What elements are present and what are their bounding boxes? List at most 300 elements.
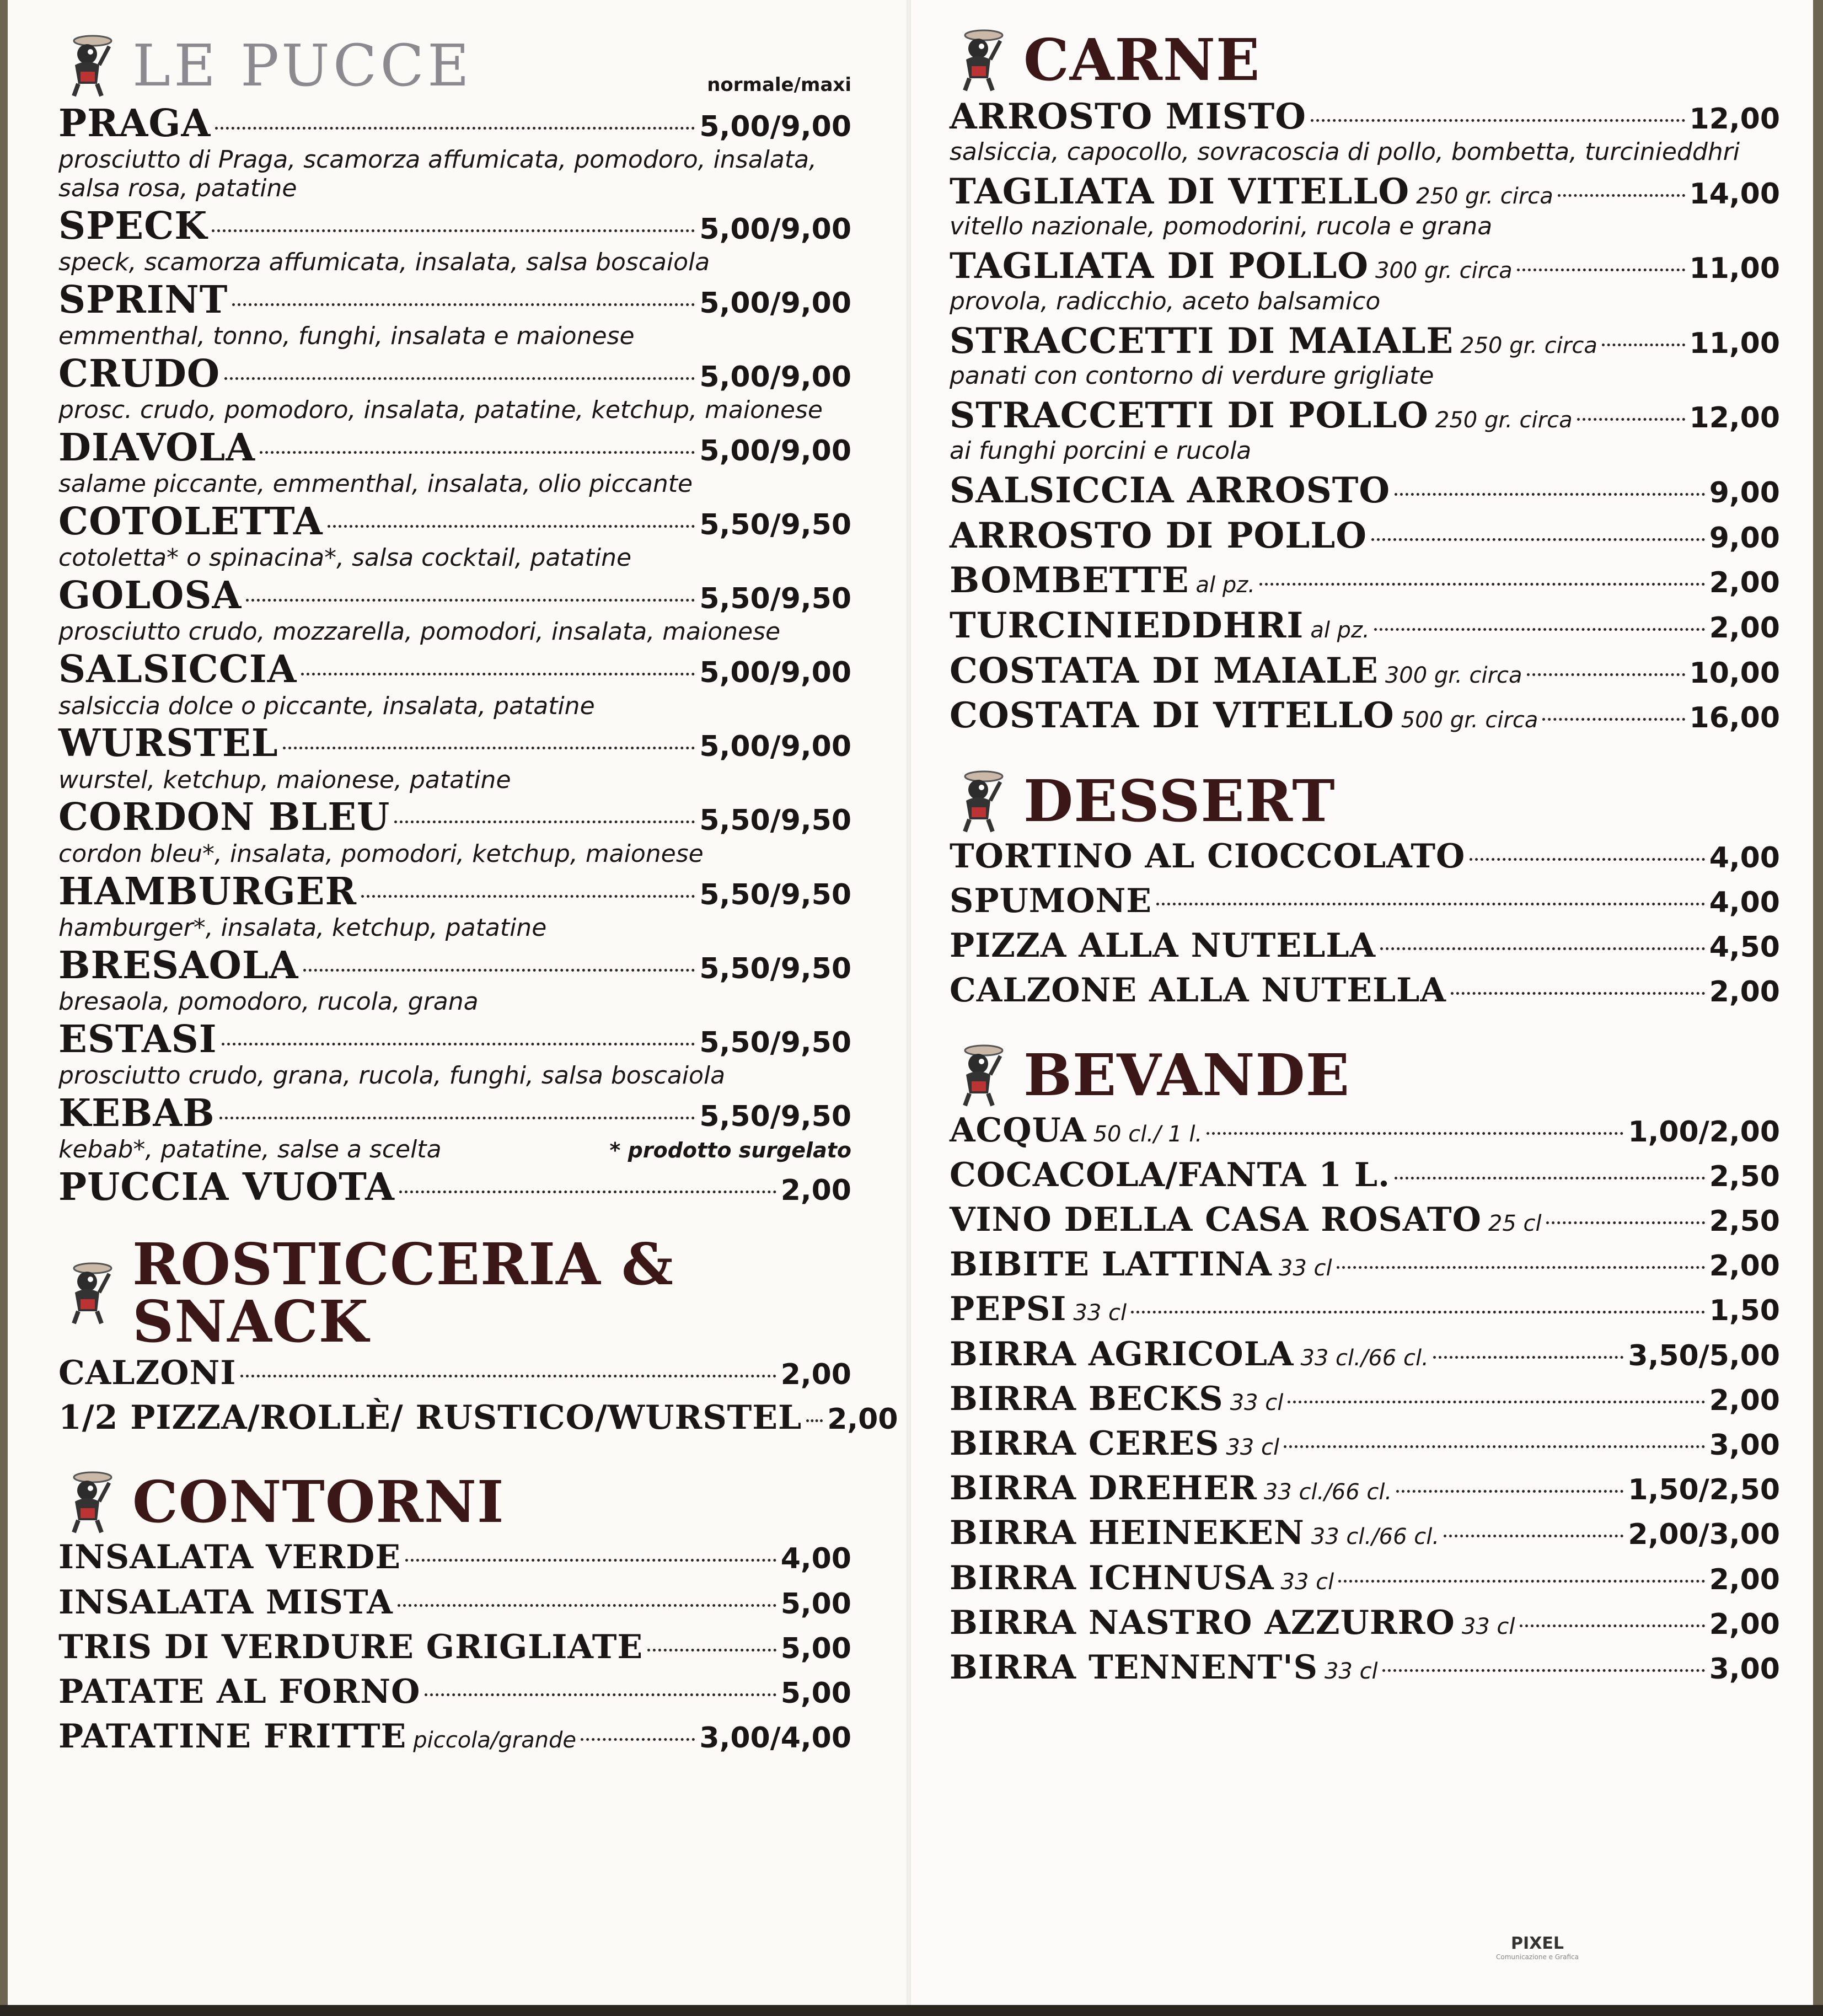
item-name: STRACCETTI DI MAIALE [950, 320, 1454, 362]
item-note: 250 gr. circa [1460, 333, 1597, 358]
item-price: 5,50/9,50 [699, 952, 851, 985]
menu-item [950, 471, 1780, 511]
item-price: 5,00 [780, 1676, 851, 1710]
item-note: piccola/grande [413, 1728, 577, 1754]
item-name: SPECK [58, 203, 208, 248]
item-name: TURCINIEDDHRI [950, 604, 1304, 646]
leader-dots [1311, 119, 1685, 122]
menu-item [950, 1112, 1780, 1149]
item-price: 5,00/9,00 [699, 656, 851, 690]
item-name: PIZZA ALLA NUTELLA [950, 926, 1376, 966]
menu-item [950, 321, 1780, 391]
section-title: CARNE [1023, 26, 1261, 94]
item-price: 11,00 [1689, 252, 1780, 286]
item-note: 33 cl [1324, 1658, 1378, 1684]
menu-item [950, 1336, 1780, 1373]
item-price: 3,00 [1709, 1652, 1780, 1686]
menu-item [950, 561, 1780, 600]
item-description: provola, radicchio, aceto balsamico [950, 287, 1381, 315]
item-desc-row [58, 913, 851, 942]
item-name: PRAGA [58, 101, 211, 146]
item-note: 300 gr. circa [1375, 258, 1513, 284]
item-price: 4,00 [1709, 841, 1780, 875]
menu-item [950, 1560, 1780, 1597]
item-name: PEPSI [950, 1290, 1067, 1329]
leader-dots [1558, 194, 1685, 197]
item-row [950, 516, 1780, 556]
item-row [950, 1202, 1780, 1238]
item-name: BIRRA CERES [950, 1424, 1220, 1463]
section-header [950, 766, 1780, 835]
rosticceria-list [58, 1353, 898, 1438]
item-note: 33 cl./66 cl. [1263, 1479, 1392, 1505]
item-description: speck, scamorza affumicata, insalata, salsa boscaiola [58, 248, 710, 277]
item-row [58, 1629, 851, 1666]
item-row [950, 1112, 1780, 1149]
carne-list [950, 97, 1780, 736]
leader-dots [1380, 947, 1705, 950]
item-row [950, 561, 1780, 600]
menu-item [58, 575, 851, 646]
leader-dots [405, 1559, 776, 1562]
item-name: INSALATA MISTA [58, 1583, 393, 1622]
item-row [950, 696, 1780, 736]
leader-dots [1470, 858, 1704, 861]
menu-item [58, 648, 851, 720]
item-desc-row [58, 1134, 851, 1164]
item-name: BIRRA TENNENT'S [950, 1648, 1318, 1687]
item-row [58, 871, 851, 913]
item-row [950, 838, 1780, 875]
leader-dots [1259, 583, 1705, 586]
item-price: 5,50/9,50 [699, 582, 851, 616]
leader-dots [1527, 673, 1685, 676]
leader-dots [581, 1738, 695, 1741]
item-name: ARROSTO MISTO [950, 96, 1307, 137]
leader-dots [1374, 628, 1705, 631]
leader-dots [1546, 1221, 1705, 1224]
item-price: 5,50/9,50 [699, 508, 851, 542]
menu-item [950, 1202, 1780, 1238]
leader-dots [260, 451, 695, 454]
item-name: COSTATA DI MAIALE [950, 650, 1379, 691]
leader-dots [301, 673, 695, 675]
leader-dots [1602, 344, 1685, 346]
section-title: DESSERT [1023, 766, 1336, 835]
item-price: 5,50/9,50 [699, 1026, 851, 1059]
item-price: 5,00/9,00 [699, 110, 851, 143]
section-dessert [950, 766, 1780, 1010]
menu-item [950, 972, 1780, 1009]
leader-dots [222, 1043, 695, 1045]
menu-item [950, 696, 1780, 736]
section-bevande [950, 1043, 1780, 1686]
item-price: 11,00 [1689, 326, 1780, 360]
item-desc-row [950, 137, 1780, 167]
item-name: BIRRA AGRICOLA [950, 1334, 1294, 1374]
chef-mascot-icon [58, 33, 125, 98]
leader-dots [1288, 1401, 1704, 1403]
section-header [950, 1043, 1780, 1108]
item-note: 50 cl./ 1 l. [1093, 1121, 1203, 1147]
item-desc-row [58, 1060, 851, 1090]
pucce-list [58, 103, 851, 1208]
leader-dots [1433, 1356, 1624, 1359]
leader-dots [240, 1375, 776, 1377]
item-desc-row [58, 839, 851, 868]
item-row [950, 97, 1780, 137]
chef-mascot-icon [950, 1043, 1016, 1108]
item-name: PATATINE FRITTE [58, 1717, 407, 1756]
section-header [950, 28, 1780, 93]
item-price: 9,00 [1709, 476, 1780, 510]
menu-item [950, 651, 1780, 691]
item-name: BIRRA BECKS [950, 1379, 1224, 1418]
leader-dots [1284, 1445, 1705, 1448]
leader-dots [1520, 1624, 1705, 1627]
item-price: 5,00 [780, 1587, 851, 1621]
item-note: 33 cl./66 cl. [1300, 1345, 1429, 1371]
item-row [950, 246, 1780, 286]
item-name: TAGLIATA DI POLLO [950, 245, 1369, 287]
item-price: 1,00/2,00 [1628, 1115, 1780, 1149]
item-price: 3,50/5,00 [1628, 1339, 1780, 1372]
item-note: 300 gr. circa [1385, 662, 1522, 688]
menu-item [58, 427, 851, 498]
chef-mascot-icon [58, 1261, 125, 1326]
section-pucce [58, 33, 851, 1208]
menu-item [58, 1674, 851, 1711]
leader-dots [1156, 903, 1705, 905]
leader-dots [1338, 1580, 1704, 1583]
menu-item [58, 1629, 851, 1666]
item-price: 5,00 [780, 1632, 851, 1665]
menu-item [58, 1398, 898, 1438]
item-row [58, 1166, 851, 1208]
menu-item [950, 97, 1780, 167]
item-note: 33 cl./66 cl. [1311, 1524, 1440, 1550]
item-desc-row [58, 986, 851, 1016]
item-price: 2,00 [1709, 566, 1780, 600]
leader-dots [1577, 418, 1685, 421]
item-name: VINO DELLA CASA ROSATO [950, 1200, 1482, 1240]
section-title: BEVANDE [1023, 1041, 1350, 1109]
leader-dots [328, 525, 695, 528]
menu-item [950, 1470, 1780, 1507]
leader-dots [215, 127, 695, 130]
menu-item [950, 1649, 1780, 1686]
item-name: CALZONI [58, 1353, 237, 1392]
item-row [58, 1398, 898, 1438]
menu-item [58, 1584, 851, 1621]
item-description: vitello nazionale, pomodorini, rucola e grana [950, 212, 1493, 241]
menu-item [58, 1355, 851, 1392]
item-note: 33 cl [1461, 1613, 1515, 1639]
menu-item [950, 1291, 1780, 1328]
item-name: CORDON BLEU [58, 795, 390, 840]
item-row [950, 1649, 1780, 1686]
item-price: 5,00/9,00 [699, 287, 851, 320]
menu-item [58, 945, 851, 1016]
item-description: salsiccia, capocollo, sovracoscia di pollo, bombetta, turcinieddhri [950, 137, 1740, 166]
item-row [58, 501, 851, 543]
item-name: SPRINT [58, 278, 228, 323]
section-header [58, 33, 851, 98]
item-row [950, 1560, 1780, 1597]
item-row [950, 1605, 1780, 1642]
item-price: 5,00/9,00 [699, 212, 851, 246]
item-description: bresaola, pomodoro, rucola, grana [58, 987, 479, 1016]
item-row [58, 1674, 851, 1711]
item-price: 2,00 [1709, 1250, 1780, 1283]
leader-dots [647, 1649, 776, 1652]
section-header [58, 1230, 851, 1355]
item-name: WURSTEL [58, 721, 278, 766]
item-name: TAGLIATA DI VITELLO [950, 170, 1410, 212]
item-row [950, 1381, 1780, 1418]
item-note: 33 cl [1280, 1569, 1334, 1595]
item-price: 5,50/9,50 [699, 878, 851, 912]
item-desc-row [950, 211, 1780, 241]
item-price: 2,00 [780, 1173, 851, 1207]
item-row [58, 427, 851, 469]
menu-item [58, 1092, 851, 1164]
menu-item [950, 1246, 1780, 1283]
item-row [950, 396, 1780, 436]
item-description: hamburger*, insalata, ketchup, patatine [58, 913, 547, 942]
item-price: 2,00 [780, 1358, 851, 1391]
item-row [58, 945, 851, 986]
leader-dots [1451, 992, 1705, 995]
item-name: PATATE AL FORNO [58, 1672, 421, 1711]
item-note: al pz. [1195, 572, 1255, 598]
leader-dots [399, 1191, 776, 1193]
menu-item [58, 103, 851, 203]
menu-item [950, 883, 1780, 920]
leader-dots [1382, 1669, 1705, 1672]
item-row [950, 1336, 1780, 1373]
item-desc-row [950, 361, 1780, 390]
item-row [950, 606, 1780, 646]
menu-item [58, 1539, 851, 1576]
item-price: 2,00 [1709, 1563, 1780, 1596]
item-name: BIRRA NASTRO AZZURRO [950, 1603, 1455, 1642]
item-row [58, 279, 851, 321]
item-price: 2,00 [1709, 1384, 1780, 1417]
item-desc-row [58, 395, 851, 425]
item-name: SALSICCIA [58, 647, 297, 692]
item-price: 5,50/9,50 [699, 804, 851, 838]
leader-dots [1337, 1266, 1705, 1269]
section-header [58, 1470, 851, 1535]
item-price: 2,00 [1709, 1607, 1780, 1641]
leader-dots [1517, 269, 1685, 271]
item-name: TORTINO AL CIOCCOLATO [950, 837, 1466, 876]
leader-dots [394, 821, 695, 823]
section-rosticceria [58, 1230, 898, 1438]
menu-item [58, 796, 851, 868]
item-price: 16,00 [1689, 701, 1780, 735]
item-price: 5,00/9,00 [699, 730, 851, 764]
item-name: ESTASI [58, 1017, 217, 1061]
item-description: cordon bleu*, insalata, pomodori, ketchup, maionese [58, 839, 704, 868]
leader-dots [232, 303, 695, 306]
leader-dots [1395, 493, 1705, 496]
item-price: 4,00 [1709, 886, 1780, 920]
item-note: 250 gr. circa [1435, 408, 1573, 433]
item-name: INSALATA VERDE [58, 1538, 401, 1577]
item-note: 250 gr. circa [1416, 183, 1553, 209]
menu-item [58, 1166, 851, 1208]
leader-dots [246, 599, 695, 602]
item-row [950, 471, 1780, 511]
leader-dots [1542, 718, 1685, 721]
menu-item [950, 172, 1780, 242]
item-name: 1/2 PIZZA/ROLLÈ/ RUSTICO/WURSTEL [58, 1398, 802, 1438]
leader-dots [303, 969, 695, 972]
item-description: emmenthal, tonno, funghi, insalata e maionese [58, 322, 635, 351]
item-description: kebab*, patatine, salse a scelta [58, 1135, 442, 1164]
section-carne [950, 28, 1780, 736]
item-price: 4,50 [1709, 931, 1780, 964]
item-name: COTOLETTA [58, 500, 323, 544]
pixel-logo [1493, 1934, 1581, 1961]
dessert-list [950, 838, 1780, 1010]
leader-dots [398, 1604, 776, 1607]
item-row [950, 1425, 1780, 1462]
item-row [950, 1246, 1780, 1283]
item-name: BIRRA ICHNUSA [950, 1558, 1274, 1597]
menu-left-page [8, 0, 907, 2016]
item-desc-row [950, 436, 1780, 465]
leader-dots [1444, 1535, 1623, 1537]
item-price: 12,00 [1689, 103, 1780, 136]
menu-item [950, 1381, 1780, 1418]
item-desc-row [58, 144, 851, 203]
leader-dots [361, 895, 695, 898]
item-name: BIRRA DREHER [950, 1469, 1257, 1508]
contorni-list [58, 1539, 851, 1755]
item-row [58, 722, 851, 764]
menu-item [950, 927, 1780, 964]
item-row [58, 1355, 851, 1392]
leader-dots [1371, 538, 1705, 541]
item-row [58, 103, 851, 144]
item-row [58, 1092, 851, 1134]
item-price: 9,00 [1709, 521, 1780, 555]
section-title: CONTORNI [132, 1468, 505, 1536]
item-name: GOLOSA [58, 573, 242, 618]
section-title: ROSTICCERIA & SNACK [132, 1230, 674, 1355]
item-price: 3,00/4,00 [699, 1722, 851, 1755]
item-row [950, 927, 1780, 964]
item-note: 33 cl [1278, 1256, 1332, 1282]
item-description: wurstel, ketchup, maionese, patatine [58, 765, 511, 794]
leader-dots [283, 747, 695, 749]
item-description: prosc. crudo, pomodoro, insalata, patatine, ketchup, maionese [58, 396, 823, 425]
menu-item [58, 205, 851, 277]
item-price: 5,00/9,00 [699, 435, 851, 468]
leader-dots [1131, 1311, 1705, 1313]
item-note: al pz. [1310, 617, 1370, 643]
item-description: cotoletta* o spinacina*, salsa cocktail, patatine [58, 544, 632, 572]
menu-item [58, 353, 851, 425]
table-edge [0, 2005, 1823, 2016]
item-row [950, 651, 1780, 691]
menu-item [58, 722, 851, 794]
item-name: ACQUA [950, 1111, 1087, 1150]
item-row [58, 1018, 851, 1060]
leader-dots [1396, 1490, 1623, 1493]
item-note: 33 cl [1230, 1390, 1284, 1416]
item-price: 4,00 [780, 1542, 851, 1576]
item-name: STRACCETTI DI POLLO [950, 395, 1429, 437]
item-row [58, 796, 851, 838]
item-row [950, 321, 1780, 361]
item-name: BRESAOLA [58, 943, 299, 988]
section-title: LE PUCCE [132, 32, 473, 99]
leader-dots [1395, 1177, 1705, 1179]
menu-item [950, 1425, 1780, 1462]
menu-item [58, 279, 851, 351]
item-name: KEBAB [58, 1091, 215, 1135]
leader-dots [224, 377, 695, 380]
item-price: 2,00 [1709, 611, 1780, 645]
item-row [58, 1539, 851, 1576]
item-price: 14,00 [1689, 177, 1780, 211]
item-description: prosciutto crudo, mozzarella, pomodori, insalata, maionese [58, 618, 781, 646]
footnote: * prodotto surgelato [609, 1138, 851, 1162]
menu-item [950, 1515, 1780, 1552]
item-name: CALZONE ALLA NUTELLA [950, 971, 1446, 1010]
logo-subtext: Comunicazione e Grafica [1496, 1953, 1579, 1961]
chef-mascot-icon [58, 1470, 125, 1535]
item-price: 2,00 [1709, 975, 1780, 1009]
item-description: salame piccante, emmenthal, insalata, olio piccante [58, 470, 693, 498]
item-price: 2,50 [1709, 1205, 1780, 1238]
item-row [58, 205, 851, 247]
section-contorni [58, 1470, 851, 1755]
menu-item [950, 1157, 1780, 1194]
menu-item [950, 516, 1780, 556]
item-price: 5,00/9,00 [699, 361, 851, 394]
logo-text: PIXEL [1511, 1934, 1564, 1953]
item-row [950, 1291, 1780, 1328]
leader-dots [425, 1693, 776, 1696]
menu-item [58, 1018, 851, 1090]
item-desc-row [58, 616, 851, 646]
item-name: PUCCIA VUOTA [58, 1165, 395, 1209]
menu-item [950, 396, 1780, 465]
item-row [950, 1157, 1780, 1194]
item-name: DIAVOLA [58, 426, 255, 470]
item-name: BIRRA HEINEKEN [950, 1514, 1305, 1553]
item-name: COSTATA DI VITELLO [950, 695, 1395, 737]
item-name: TRIS DI VERDURE GRIGLIATE [58, 1627, 644, 1666]
item-description: prosciutto di Praga, scamorza affumicata, pomodoro, insalata, salsa rosa, patatine [58, 146, 817, 203]
leader-dots [806, 1419, 823, 1422]
item-note: 25 cl [1488, 1211, 1542, 1237]
chef-mascot-icon [950, 769, 1016, 834]
item-desc-row [58, 765, 851, 795]
item-row [950, 972, 1780, 1009]
leader-dots [212, 229, 695, 232]
item-row [950, 1470, 1780, 1507]
item-price: 3,00 [1709, 1428, 1780, 1462]
leader-dots [219, 1117, 695, 1119]
item-price: 1,50 [1709, 1294, 1780, 1328]
item-row [950, 883, 1780, 920]
